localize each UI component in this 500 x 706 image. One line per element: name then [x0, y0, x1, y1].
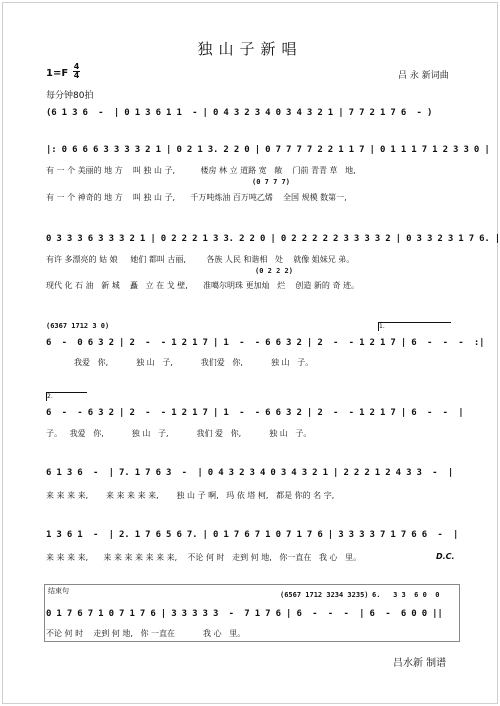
lyric-line-3-verse-1: 有许 多漂亮的 姑 娘 她们 都叫 古丽, 各族 人民 和谐相 处 就像 姐妹兄 弟。 [46, 255, 355, 264]
lyric-line-2-verse-1: 有 一 个 美丽的 地 方 叫 独 山 子, 楼房 林 立 道路 宽 敞 门前 青青 草 地, [46, 166, 356, 175]
coda-label: 结束句 [48, 587, 69, 595]
score-marker-8b: 6. 3 3 6 0 0 [372, 591, 440, 599]
lyric-line-5: 子。 我爱 你, 独 山 子, 我们 爱 你, 独 山 子。 [46, 429, 312, 438]
score-line-6: 6 1 3 6 - | 7. 1 7 6 3 - | 0 4 3 2 3 4 0 3 4 3 2 1 | 2 2 2 1 2 4 3 3 - | [46, 468, 454, 478]
score-marker-2: (0 7 7 7) [252, 178, 290, 186]
meter-bottom: 4 [73, 71, 80, 80]
score-line-7: 1 3 6 1 - | 2. 1 7 6 5 6 7. | 0 1 7 6 7 1 0 7 1 7 6 | 3 3 3 3 7 1 7 6 6 - | [46, 530, 459, 540]
tempo-marking: 每分钟80拍 [46, 91, 94, 101]
score-line-5: 6 - - 6 3 2 | 2 - - 1 2 1 7 | 1 - - 6 6 3 2 | 2 - - 1 2 1 7 | 6 - - | [46, 408, 464, 418]
meter-top: 4 [73, 62, 80, 71]
score-marker-8: (6567 1712 3234 3235) [280, 591, 369, 599]
volta-2-label: 2. [47, 393, 53, 400]
composer-credit: 吕 永 新词曲 [398, 71, 449, 81]
time-signature [73, 63, 80, 80]
lyric-line-7: 来 来 来 来, 来 来 来 来 来 来 来, 不论 何 时 走到 何 地, 你一直在 我 心 里。 [46, 553, 362, 562]
lyric-line-2-verse-2: 有 一 个 神奇的 地 方 叫 独 山 子, 千万吨炼油 百万吨乙烯 全国 规模 数第一, [46, 193, 347, 202]
score-line-3: 0 3 3 3 6 3 3 3 2 1 | 0 2 2 2 1 3 3. 2 2 0 | 0 2 2 2 2 2 3 3 3 3 2 | 0 3 3 2 3 1 7 6. | [46, 234, 500, 244]
score-marker-4: (6367 1712 3 0) [46, 322, 110, 330]
volta-2 [46, 392, 87, 401]
engraver-credit: 吕水新 制谱 [393, 658, 447, 669]
key-signature: 1=F [46, 68, 69, 79]
volta-1-label: 1. [379, 323, 385, 330]
score-line-4: 6 - 0 6 3 2 | 2 - - 1 2 1 7 | 1 - - 6 6 3 2 | 2 - - 1 2 1 7 | 6 - - - :| [46, 338, 485, 348]
volta-1 [378, 322, 451, 331]
score-line-1: (6 1 3 6 - | 0 1 3 6 1 1 - | 0 4 3 2 3 4 0 3 4 3 2 1 | 7 7 2 1 7 6 - ) [46, 108, 433, 118]
lyric-line-3-verse-2: 现代 化 石 油 新 城 矗 立 在 戈 壁, 准噶尔明珠 更加灿 烂 创造 新的 奇 迹。 [46, 281, 360, 290]
score-line-8: 0 1 7 6 7 1 0 7 1 7 6 | 3 3 3 3 3 - 7 1 7 6 | 6 - - - | 6 - 6 0 0 || [46, 609, 443, 619]
song-title: 独山子新唱 [197, 40, 303, 58]
lyric-line-6: 来 来 来 来, 来 来 来 来 来, 独 山 子 啊, 玛 依 塔 柯, 都是 你的 名 字, [46, 491, 335, 500]
lyric-line-8: 不论 何 时 走到 何 地, 你 一直在 我 心 里。 [46, 629, 246, 638]
score-marker-3: (0 2 2 2) [255, 267, 293, 275]
score-line-2: |: 0 6 6 6 3 3 3 3 2 1 | 0 2 1 3. 2 2 0 | 0 7 7 7 7 2 2 1 1 7 | 0 1 1 1 7 1 2 3 3 0 | [46, 145, 490, 155]
da-capo-marking: D.C. [436, 552, 455, 561]
lyric-line-4: 我爱 你, 独 山 子, 我们爱 你, 独 山 子。 [46, 358, 314, 367]
